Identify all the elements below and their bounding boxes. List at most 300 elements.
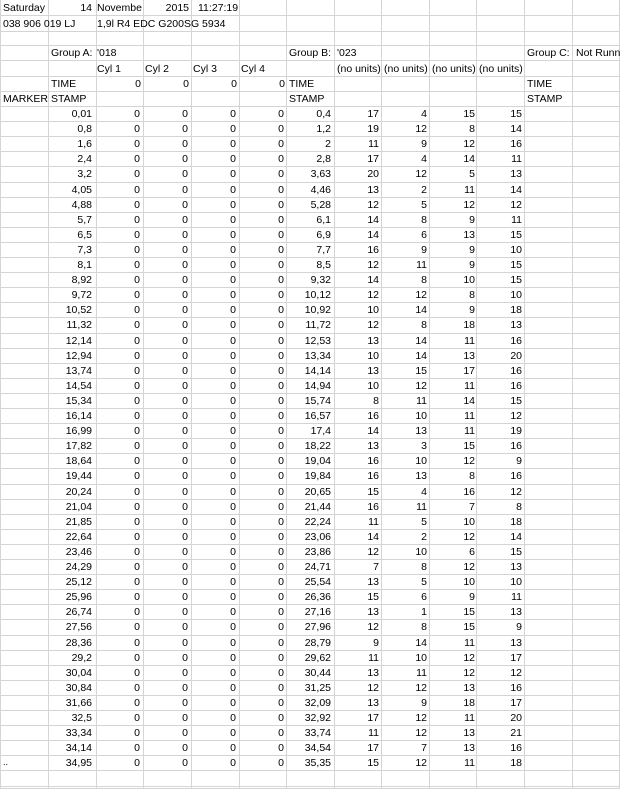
table-cell[interactable]: 8 [421, 274, 427, 286]
table-cell[interactable]: 0 [182, 546, 188, 558]
table-cell[interactable]: 12 [367, 259, 379, 271]
table-cell[interactable]: 0 [278, 289, 284, 301]
table-cell[interactable]: 6,5 [77, 229, 92, 241]
table-cell[interactable]: 0 [230, 289, 236, 301]
table-cell[interactable]: 32,92 [304, 712, 331, 724]
table-cell[interactable]: 0 [278, 138, 284, 150]
table-cell[interactable]: 6 [469, 546, 475, 558]
table-cell[interactable]: 14 [367, 425, 379, 437]
table-cell[interactable]: 0 [182, 153, 188, 165]
group-c-value[interactable]: Not Runn [576, 47, 620, 59]
table-cell[interactable]: 30,84 [65, 682, 92, 694]
table-cell[interactable]: 0 [230, 123, 236, 135]
table-cell[interactable]: 0 [182, 455, 188, 467]
table-cell[interactable]: 15 [463, 108, 475, 120]
table-cell[interactable]: 16 [510, 742, 522, 754]
table-cell[interactable]: 24,29 [65, 561, 92, 573]
table-cell[interactable]: 23,86 [304, 546, 331, 558]
table-cell[interactable]: 13 [367, 697, 379, 709]
table-cell[interactable]: 0 [230, 742, 236, 754]
table-cell[interactable]: 11 [416, 395, 427, 407]
table-cell[interactable]: 8 [469, 470, 475, 482]
time-label-b[interactable]: TIME [289, 78, 315, 90]
table-cell[interactable]: 0 [182, 425, 188, 437]
table-cell[interactable]: 0 [134, 365, 140, 377]
table-cell[interactable]: 12 [415, 123, 427, 135]
table-cell[interactable]: 0 [134, 350, 140, 362]
table-cell[interactable]: 9 [516, 621, 522, 633]
time-label-a[interactable]: TIME [51, 78, 77, 90]
table-cell[interactable]: 12 [463, 667, 475, 679]
table-cell[interactable]: 0 [182, 637, 188, 649]
table-cell[interactable]: 0 [230, 168, 236, 180]
table-cell[interactable]: 0 [182, 757, 188, 769]
table-cell[interactable]: 1 [421, 606, 427, 618]
table-cell[interactable]: 0 [230, 757, 236, 769]
table-cell[interactable]: 0 [182, 335, 188, 347]
table-cell[interactable]: 29,2 [71, 652, 92, 664]
table-cell[interactable]: 24,71 [304, 561, 331, 573]
table-cell[interactable]: 0 [230, 214, 236, 226]
table-cell[interactable]: 14 [415, 350, 427, 362]
table-cell[interactable]: 15 [510, 229, 522, 241]
table-cell[interactable]: 11 [368, 138, 379, 150]
table-cell[interactable]: 0 [134, 470, 140, 482]
table-cell[interactable]: 10 [367, 350, 379, 362]
table-cell[interactable]: 0 [134, 652, 140, 664]
table-cell[interactable]: 0 [134, 682, 140, 694]
table-cell[interactable]: 13 [510, 637, 522, 649]
table-cell[interactable]: 0 [278, 410, 284, 422]
table-cell[interactable]: 15,34 [65, 395, 92, 407]
table-cell[interactable]: 0 [230, 697, 236, 709]
table-cell[interactable]: 15 [510, 259, 522, 271]
table-cell[interactable]: 12 [463, 199, 475, 211]
table-cell[interactable]: 0 [134, 742, 140, 754]
table-cell[interactable]: 0 [134, 591, 140, 603]
table-cell[interactable]: 4 [421, 486, 427, 498]
table-cell[interactable]: 13 [510, 561, 522, 573]
table-cell[interactable]: 11 [464, 184, 475, 196]
table-cell[interactable]: 13 [367, 667, 379, 679]
table-cell[interactable]: 18 [510, 516, 522, 528]
table-cell[interactable]: 0 [134, 138, 140, 150]
table-cell[interactable]: 9 [421, 244, 427, 256]
table-cell[interactable]: 0 [278, 455, 284, 467]
table-cell[interactable]: 27,96 [304, 621, 331, 633]
table-cell[interactable]: 11 [464, 410, 475, 422]
table-cell[interactable]: 16 [510, 470, 522, 482]
table-cell[interactable]: 0 [182, 259, 188, 271]
table-cell[interactable]: 15 [463, 621, 475, 633]
table-cell[interactable]: 8,1 [77, 259, 92, 271]
table-cell[interactable]: 22,24 [304, 516, 331, 528]
table-cell[interactable]: 11 [368, 516, 379, 528]
table-cell[interactable]: 12 [415, 168, 427, 180]
table-cell[interactable]: 0 [182, 606, 188, 618]
table-cell[interactable]: 0 [134, 395, 140, 407]
table-cell[interactable]: 5 [469, 168, 475, 180]
table-cell[interactable]: 8 [421, 621, 427, 633]
table-cell[interactable]: 0 [182, 395, 188, 407]
table-cell[interactable]: 0 [134, 697, 140, 709]
table-cell[interactable]: 0 [182, 516, 188, 528]
table-cell[interactable]: 8,5 [316, 259, 331, 271]
table-cell[interactable]: 23,46 [65, 546, 92, 558]
table-cell[interactable]: 0 [134, 168, 140, 180]
table-cell[interactable]: 16 [510, 138, 522, 150]
table-cell[interactable]: 0 [134, 244, 140, 256]
table-cell[interactable]: 16 [510, 365, 522, 377]
table-cell[interactable]: 8 [421, 319, 427, 331]
table-cell[interactable]: 0 [230, 440, 236, 452]
table-cell[interactable]: 0 [230, 591, 236, 603]
table-cell[interactable]: 0 [278, 667, 284, 679]
table-cell[interactable]: 16 [367, 455, 379, 467]
table-cell[interactable]: 0 [278, 274, 284, 286]
table-cell[interactable]: 11 [416, 259, 427, 271]
table-cell[interactable]: 0 [230, 621, 236, 633]
table-cell[interactable]: 15 [463, 440, 475, 452]
table-cell[interactable]: 0 [182, 138, 188, 150]
table-cell[interactable]: 0 [134, 440, 140, 452]
table-cell[interactable]: 9 [469, 591, 475, 603]
table-cell[interactable]: 4 [421, 153, 427, 165]
table-cell[interactable]: 0 [182, 199, 188, 211]
table-cell[interactable]: 27,56 [65, 621, 92, 633]
table-cell[interactable]: 0 [278, 153, 284, 165]
table-cell[interactable]: 17 [367, 742, 379, 754]
table-cell[interactable]: 19,04 [304, 455, 331, 467]
table-cell[interactable]: 13 [367, 335, 379, 347]
table-cell[interactable]: 0 [134, 153, 140, 165]
table-cell[interactable]: 9 [469, 259, 475, 271]
table-cell[interactable]: 0 [230, 425, 236, 437]
table-cell[interactable]: 21 [510, 727, 522, 739]
table-cell[interactable]: 0 [230, 304, 236, 316]
table-cell[interactable]: 13 [463, 682, 475, 694]
table-cell[interactable]: 10 [415, 455, 427, 467]
table-cell[interactable]: 12 [415, 712, 427, 724]
table-cell[interactable]: 8 [373, 395, 379, 407]
table-cell[interactable]: 0 [182, 621, 188, 633]
table-cell[interactable]: 14,14 [304, 365, 331, 377]
table-cell[interactable]: 12 [415, 289, 427, 301]
table-cell[interactable]: 0 [230, 455, 236, 467]
table-cell[interactable]: 17,4 [310, 425, 331, 437]
table-cell[interactable]: 0 [182, 244, 188, 256]
table-cell[interactable]: 0 [278, 621, 284, 633]
table-cell[interactable]: 33,34 [65, 727, 92, 739]
table-cell[interactable]: 9 [516, 455, 522, 467]
units-3-header[interactable]: (no units) [432, 63, 476, 75]
table-cell[interactable]: 0 [134, 274, 140, 286]
table-cell[interactable]: 0 [134, 546, 140, 558]
table-cell[interactable]: 0 [134, 606, 140, 618]
table-cell[interactable]: 0 [134, 304, 140, 316]
table-cell[interactable]: 0 [134, 319, 140, 331]
table-cell[interactable]: 12,94 [65, 350, 92, 362]
table-cell[interactable]: 30,04 [65, 667, 92, 679]
table-cell[interactable]: 0 [230, 516, 236, 528]
table-cell[interactable]: 0 [278, 425, 284, 437]
table-cell[interactable]: 11 [464, 637, 475, 649]
table-cell[interactable]: 5,7 [77, 214, 92, 226]
table-cell[interactable]: 0 [134, 637, 140, 649]
table-cell[interactable]: 17 [510, 652, 522, 664]
stamp-label-c[interactable]: STAMP [527, 93, 563, 105]
table-cell[interactable]: 0 [134, 184, 140, 196]
table-cell[interactable]: 0 [182, 697, 188, 709]
table-cell[interactable]: 0 [278, 229, 284, 241]
table-cell[interactable]: 0 [278, 184, 284, 196]
table-cell[interactable]: 0 [230, 244, 236, 256]
table-cell[interactable]: 11 [416, 667, 427, 679]
table-cell[interactable]: 13 [415, 470, 427, 482]
table-cell[interactable]: 0 [230, 712, 236, 724]
table-cell[interactable]: 0 [230, 108, 236, 120]
table-cell[interactable]: 0 [278, 365, 284, 377]
table-cell[interactable]: 33,74 [304, 727, 331, 739]
table-cell[interactable]: 19 [510, 425, 522, 437]
table-cell[interactable]: 0 [230, 486, 236, 498]
table-cell[interactable]: 12,14 [65, 335, 92, 347]
table-cell[interactable]: 18 [510, 757, 522, 769]
table-cell[interactable]: 20,24 [65, 486, 92, 498]
table-cell[interactable]: 12 [367, 546, 379, 558]
table-cell[interactable]: 25,54 [304, 576, 331, 588]
table-cell[interactable]: 12 [367, 199, 379, 211]
table-cell[interactable]: 13,34 [304, 350, 331, 362]
table-cell[interactable]: 5 [421, 199, 427, 211]
table-cell[interactable]: 10 [463, 516, 475, 528]
table-cell[interactable]: 17 [367, 712, 379, 724]
table-cell[interactable]: 12 [415, 757, 427, 769]
table-cell[interactable]: 8 [469, 123, 475, 135]
table-cell[interactable]: 0 [182, 319, 188, 331]
table-cell[interactable]: 3,2 [77, 168, 92, 180]
table-cell[interactable]: 9 [421, 697, 427, 709]
table-cell[interactable]: 28,36 [65, 637, 92, 649]
table-cell[interactable]: 11 [464, 335, 475, 347]
table-cell[interactable]: 0 [230, 138, 236, 150]
table-cell[interactable]: 15 [510, 546, 522, 558]
table-cell[interactable]: 15 [510, 395, 522, 407]
table-cell[interactable]: 0 [230, 395, 236, 407]
table-cell[interactable]: 8 [421, 561, 427, 573]
table-cell[interactable]: 26,36 [304, 591, 331, 603]
table-cell[interactable]: 28,79 [304, 637, 331, 649]
table-cell[interactable]: 0 [278, 516, 284, 528]
table-cell[interactable]: 11 [511, 153, 522, 165]
table-cell[interactable]: 8 [516, 501, 522, 513]
table-cell[interactable]: 0 [278, 591, 284, 603]
table-cell[interactable]: 0 [182, 531, 188, 543]
table-cell[interactable]: 12 [463, 138, 475, 150]
table-cell[interactable]: 9 [421, 138, 427, 150]
table-cell[interactable]: 13 [510, 168, 522, 180]
table-cell[interactable]: 0 [182, 501, 188, 513]
table-cell[interactable]: 0 [278, 470, 284, 482]
table-cell[interactable]: 16 [367, 501, 379, 513]
header-zero-4[interactable]: 0 [279, 78, 285, 90]
table-cell[interactable]: 25,12 [65, 576, 92, 588]
table-cell[interactable]: 6 [421, 229, 427, 241]
table-cell[interactable]: 11,72 [305, 319, 331, 331]
table-cell[interactable]: 0 [182, 304, 188, 316]
table-cell[interactable]: 11 [464, 380, 475, 392]
table-cell[interactable]: 17,82 [65, 440, 92, 452]
table-cell[interactable]: 11 [368, 652, 379, 664]
group-b-value[interactable]: '023 [337, 47, 357, 59]
table-cell[interactable]: 34,95 [65, 757, 92, 769]
table-cell[interactable]: 14 [415, 335, 427, 347]
table-cell[interactable]: 12 [510, 667, 522, 679]
table-cell[interactable]: 0 [182, 667, 188, 679]
table-cell[interactable]: 16 [510, 335, 522, 347]
table-cell[interactable]: 21,04 [65, 501, 92, 513]
table-cell[interactable]: 0,4 [316, 108, 331, 120]
table-cell[interactable]: 12,53 [304, 335, 331, 347]
table-cell[interactable]: 0 [182, 727, 188, 739]
table-cell[interactable]: 31,66 [65, 697, 92, 709]
table-cell[interactable]: 15 [510, 108, 522, 120]
table-cell[interactable]: 11 [416, 501, 427, 513]
table-cell[interactable]: 0 [278, 123, 284, 135]
table-cell[interactable]: 0 [230, 576, 236, 588]
table-cell[interactable]: 10,92 [304, 304, 331, 316]
table-cell[interactable]: 0 [278, 214, 284, 226]
table-cell[interactable]: 10 [415, 652, 427, 664]
units-2-header[interactable]: (no units) [384, 63, 428, 75]
table-cell[interactable]: 14 [415, 637, 427, 649]
stamp-label-b[interactable]: STAMP [289, 93, 325, 105]
header-part-number[interactable]: 038 906 019 LJ [3, 18, 76, 30]
table-cell[interactable]: 16 [367, 410, 379, 422]
table-cell[interactable]: 15 [415, 365, 427, 377]
table-cell[interactable]: 13 [510, 319, 522, 331]
table-cell[interactable]: 0 [182, 184, 188, 196]
table-cell[interactable]: 35,35 [304, 757, 331, 769]
table-cell[interactable]: 14,94 [304, 380, 331, 392]
table-cell[interactable]: 10 [367, 380, 379, 392]
table-cell[interactable]: 12 [367, 621, 379, 633]
table-cell[interactable]: 7 [421, 742, 427, 754]
table-cell[interactable]: 0 [230, 652, 236, 664]
table-cell[interactable]: 10,12 [304, 289, 331, 301]
table-cell[interactable]: 0 [182, 289, 188, 301]
table-cell[interactable]: 14 [463, 395, 475, 407]
table-cell[interactable]: 12 [415, 380, 427, 392]
table-cell[interactable]: 9,72 [71, 289, 92, 301]
table-cell[interactable]: 5,28 [310, 199, 331, 211]
table-cell[interactable]: 18 [510, 304, 522, 316]
table-cell[interactable]: 0 [278, 561, 284, 573]
table-cell[interactable]: 17 [367, 108, 379, 120]
table-cell[interactable]: 12 [463, 531, 475, 543]
table-cell[interactable]: 0 [182, 576, 188, 588]
table-cell[interactable]: 16 [510, 440, 522, 452]
table-cell[interactable]: 0 [278, 606, 284, 618]
table-cell[interactable]: 14 [510, 184, 522, 196]
table-cell[interactable]: 31,25 [304, 682, 331, 694]
table-cell[interactable]: 0 [134, 561, 140, 573]
table-cell[interactable]: 12 [415, 682, 427, 694]
table-cell[interactable]: 2 [421, 531, 427, 543]
stamp-label-a[interactable]: STAMP [51, 93, 87, 105]
group-a-label[interactable]: Group A: [51, 47, 93, 59]
group-c-label[interactable]: Group C: [527, 47, 570, 59]
table-cell[interactable]: 0 [230, 531, 236, 543]
table-cell[interactable]: 0 [230, 350, 236, 362]
table-cell[interactable]: 0 [182, 591, 188, 603]
table-cell[interactable]: 14 [463, 153, 475, 165]
table-cell[interactable]: 0 [278, 501, 284, 513]
table-cell[interactable]: 19,44 [65, 470, 92, 482]
header-year[interactable]: 2015 [165, 2, 189, 14]
table-cell[interactable]: 0 [134, 214, 140, 226]
table-cell[interactable]: 0 [182, 350, 188, 362]
table-cell[interactable]: 7,7 [316, 244, 331, 256]
units-1-header[interactable]: (no units) [337, 63, 381, 75]
table-cell[interactable]: 17 [463, 365, 475, 377]
table-cell[interactable]: 15 [463, 606, 475, 618]
header-date-num[interactable]: 14 [80, 2, 92, 14]
table-cell[interactable]: 14 [367, 229, 379, 241]
table-cell[interactable]: 0 [278, 168, 284, 180]
table-cell[interactable]: 0 [134, 531, 140, 543]
table-cell[interactable]: 9 [469, 214, 475, 226]
table-cell[interactable]: 16,99 [65, 425, 92, 437]
table-cell[interactable]: 13,74 [65, 365, 92, 377]
table-cell[interactable]: 32,5 [71, 712, 92, 724]
table-cell[interactable]: 0 [134, 335, 140, 347]
table-cell[interactable]: 30,44 [304, 667, 331, 679]
table-cell[interactable]: 11 [464, 425, 475, 437]
table-cell[interactable]: 0 [182, 214, 188, 226]
table-cell[interactable]: 19,84 [304, 470, 331, 482]
table-cell[interactable]: 10 [367, 304, 379, 316]
table-cell[interactable]: 0,8 [77, 123, 92, 135]
table-cell[interactable]: 7 [373, 561, 379, 573]
table-cell[interactable]: 13 [367, 576, 379, 588]
table-cell[interactable]: 0 [278, 259, 284, 271]
table-cell[interactable]: 14 [367, 214, 379, 226]
table-cell[interactable]: 2,4 [77, 153, 92, 165]
table-cell[interactable]: 0 [278, 304, 284, 316]
table-cell[interactable]: 0 [134, 712, 140, 724]
table-cell[interactable]: 0 [182, 486, 188, 498]
table-cell[interactable]: 16 [367, 470, 379, 482]
table-cell[interactable]: 14 [415, 304, 427, 316]
table-cell[interactable]: 0 [182, 380, 188, 392]
table-cell[interactable]: 17 [367, 153, 379, 165]
table-cell[interactable]: 18,64 [65, 455, 92, 467]
table-cell[interactable]: 4,46 [310, 184, 331, 196]
table-cell[interactable]: 18,22 [304, 440, 331, 452]
table-cell[interactable]: 0 [278, 576, 284, 588]
table-cell[interactable]: 16 [510, 380, 522, 392]
cyl-1-header[interactable]: Cyl 1 [97, 63, 121, 75]
table-cell[interactable]: 0 [230, 470, 236, 482]
table-cell[interactable]: 25,96 [65, 591, 92, 603]
table-cell[interactable]: 0 [278, 652, 284, 664]
table-cell[interactable]: 13 [510, 606, 522, 618]
table-cell[interactable]: 2,8 [316, 153, 331, 165]
table-cell[interactable]: 14 [510, 531, 522, 543]
table-cell[interactable]: 16 [463, 486, 475, 498]
table-cell[interactable]: 0 [134, 108, 140, 120]
